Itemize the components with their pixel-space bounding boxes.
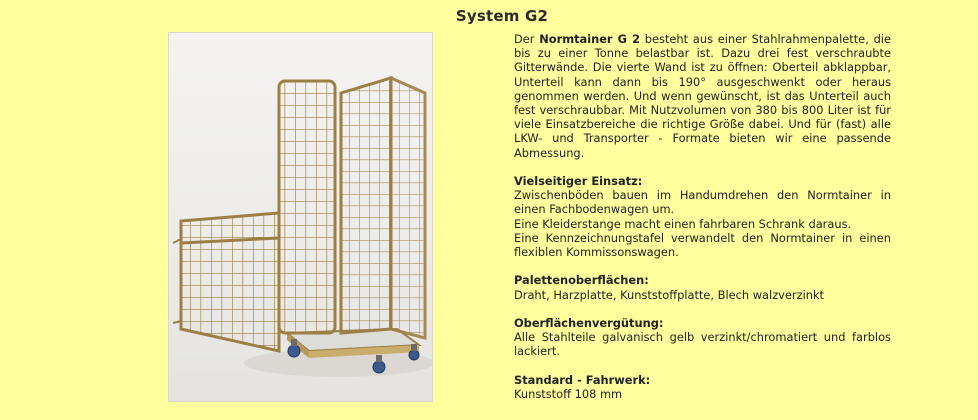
section-finish [514,316,891,359]
section-title-surfaces: Palettenoberflächen: [514,273,649,288]
intro-text: besteht aus einer Stahlrahmenpalette, die bis zu einer Tonne belastbar ist. Dazu drei fest verschraubte Gitterwände. Die vierte Wand ist zu öffnen: Oberteil abklappbar, Unterteil kann dann bis 190° ausgeschwenkt oder heraus genommen werden. Und wenn gewünscht, ist das Unterteil auch fest verschraubbar. Mit Nutzvolumen von 380 bis 800 Liter ist für viele Einsatzbereiche die richtige Größe dabei. Und für (fast) alle LKW- und Transporter - Formate bieten wir eine passende Abmessung. [514,32,891,160]
intro-lead: Der [514,32,540,46]
finish-text: Alle Stahlteile galvanisch gelb verzinkt/chromatiert und farblos lackiert. [514,330,891,359]
page-title: System G2 [455,7,549,25]
usage-line: Eine Kleiderstange macht einen fahrbaren Schrank daraus. [514,216,852,231]
section-surfaces [514,273,891,301]
section-chassis [514,373,891,401]
section-title-usage: Vielseitiger Einsatz: [514,174,643,189]
product-name: Normtainer G 2 [539,32,641,46]
section-usage [514,174,891,259]
product-image-rolltainer [168,32,433,402]
chassis-text: Kunststoff 108 mm [514,387,623,402]
section-title-finish: Oberflächenvergütung: [514,316,664,331]
product-description [514,32,891,415]
intro-paragraph [514,32,891,160]
usage-line: Zwischenböden bauen im Handumdrehen den Normtainer in einen Fachbodenwagen um. [514,188,891,217]
surfaces-text: Draht, Harzplatte, Kunststoffplatte, Blech walzverzinkt [514,287,825,302]
section-title-chassis: Standard - Fahrwerk: [514,372,651,387]
usage-line: Eine Kennzeichnungstafel verwandelt den Normtainer in einen flexiblen Kommissonswagen. [514,230,891,260]
